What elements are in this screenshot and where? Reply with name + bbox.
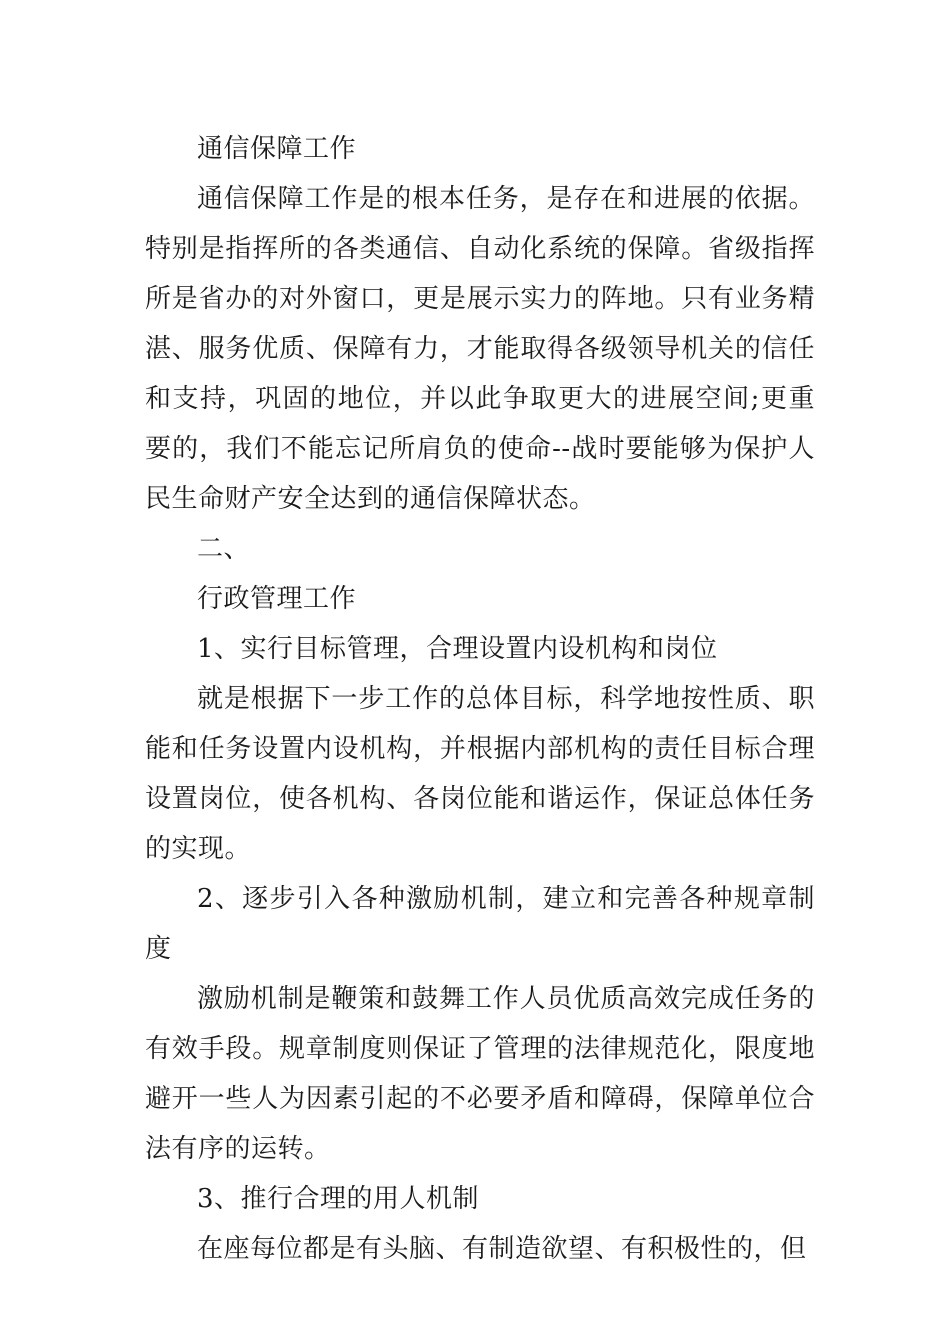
heading-administration: 行政管理工作 <box>197 584 357 614</box>
document-body <box>145 124 815 1274</box>
section-number: 二、 <box>197 534 251 564</box>
item-3-heading: 3、推行合理的用人机制 <box>197 1184 480 1214</box>
item-2-paragraph: 激励机制是鞭策和鼓舞工作人员优质高效完成任务的有效手段。规章制度则保证了管理的法律规范化，限度地避开一些人为因素引起的不必要矛盾和障碍，保障单位合法有序的运转。 <box>145 984 815 1164</box>
item-1-heading: 1、实行目标管理，合理设置内设机构和岗位 <box>197 634 718 664</box>
item-2-heading: 2、逐步引入各种激励机制，建立和完善各种规章制度 <box>145 884 815 964</box>
heading-communication: 通信保障工作 <box>197 134 357 164</box>
item-1-paragraph: 就是根据下一步工作的总体目标，科学地按性质、职能和任务设置内设机构，并根据内部机构的责任目标合理设置岗位，使各机构、各岗位能和谐运作，保证总体任务的实现。 <box>145 684 815 864</box>
paragraph-communication: 通信保障工作是的根本任务，是存在和进展的依据。特别是指挥所的各类通信、自动化系统的保障。省级指挥所是省办的对外窗口，更是展示实力的阵地。只有业务精湛、服务优质、保障有力，才能取得各级领导机关的信任和支持，巩固的地位，并以此争取更大的进展空间;更重要的，我们不能忘记所肩负的使命--战时要能够为保护人民生命财产安全达到的通信保障状态。 <box>145 184 815 514</box>
item-3-paragraph: 在座每位都是有头脑、有制造欲望、有积极性的，但 <box>197 1234 807 1264</box>
